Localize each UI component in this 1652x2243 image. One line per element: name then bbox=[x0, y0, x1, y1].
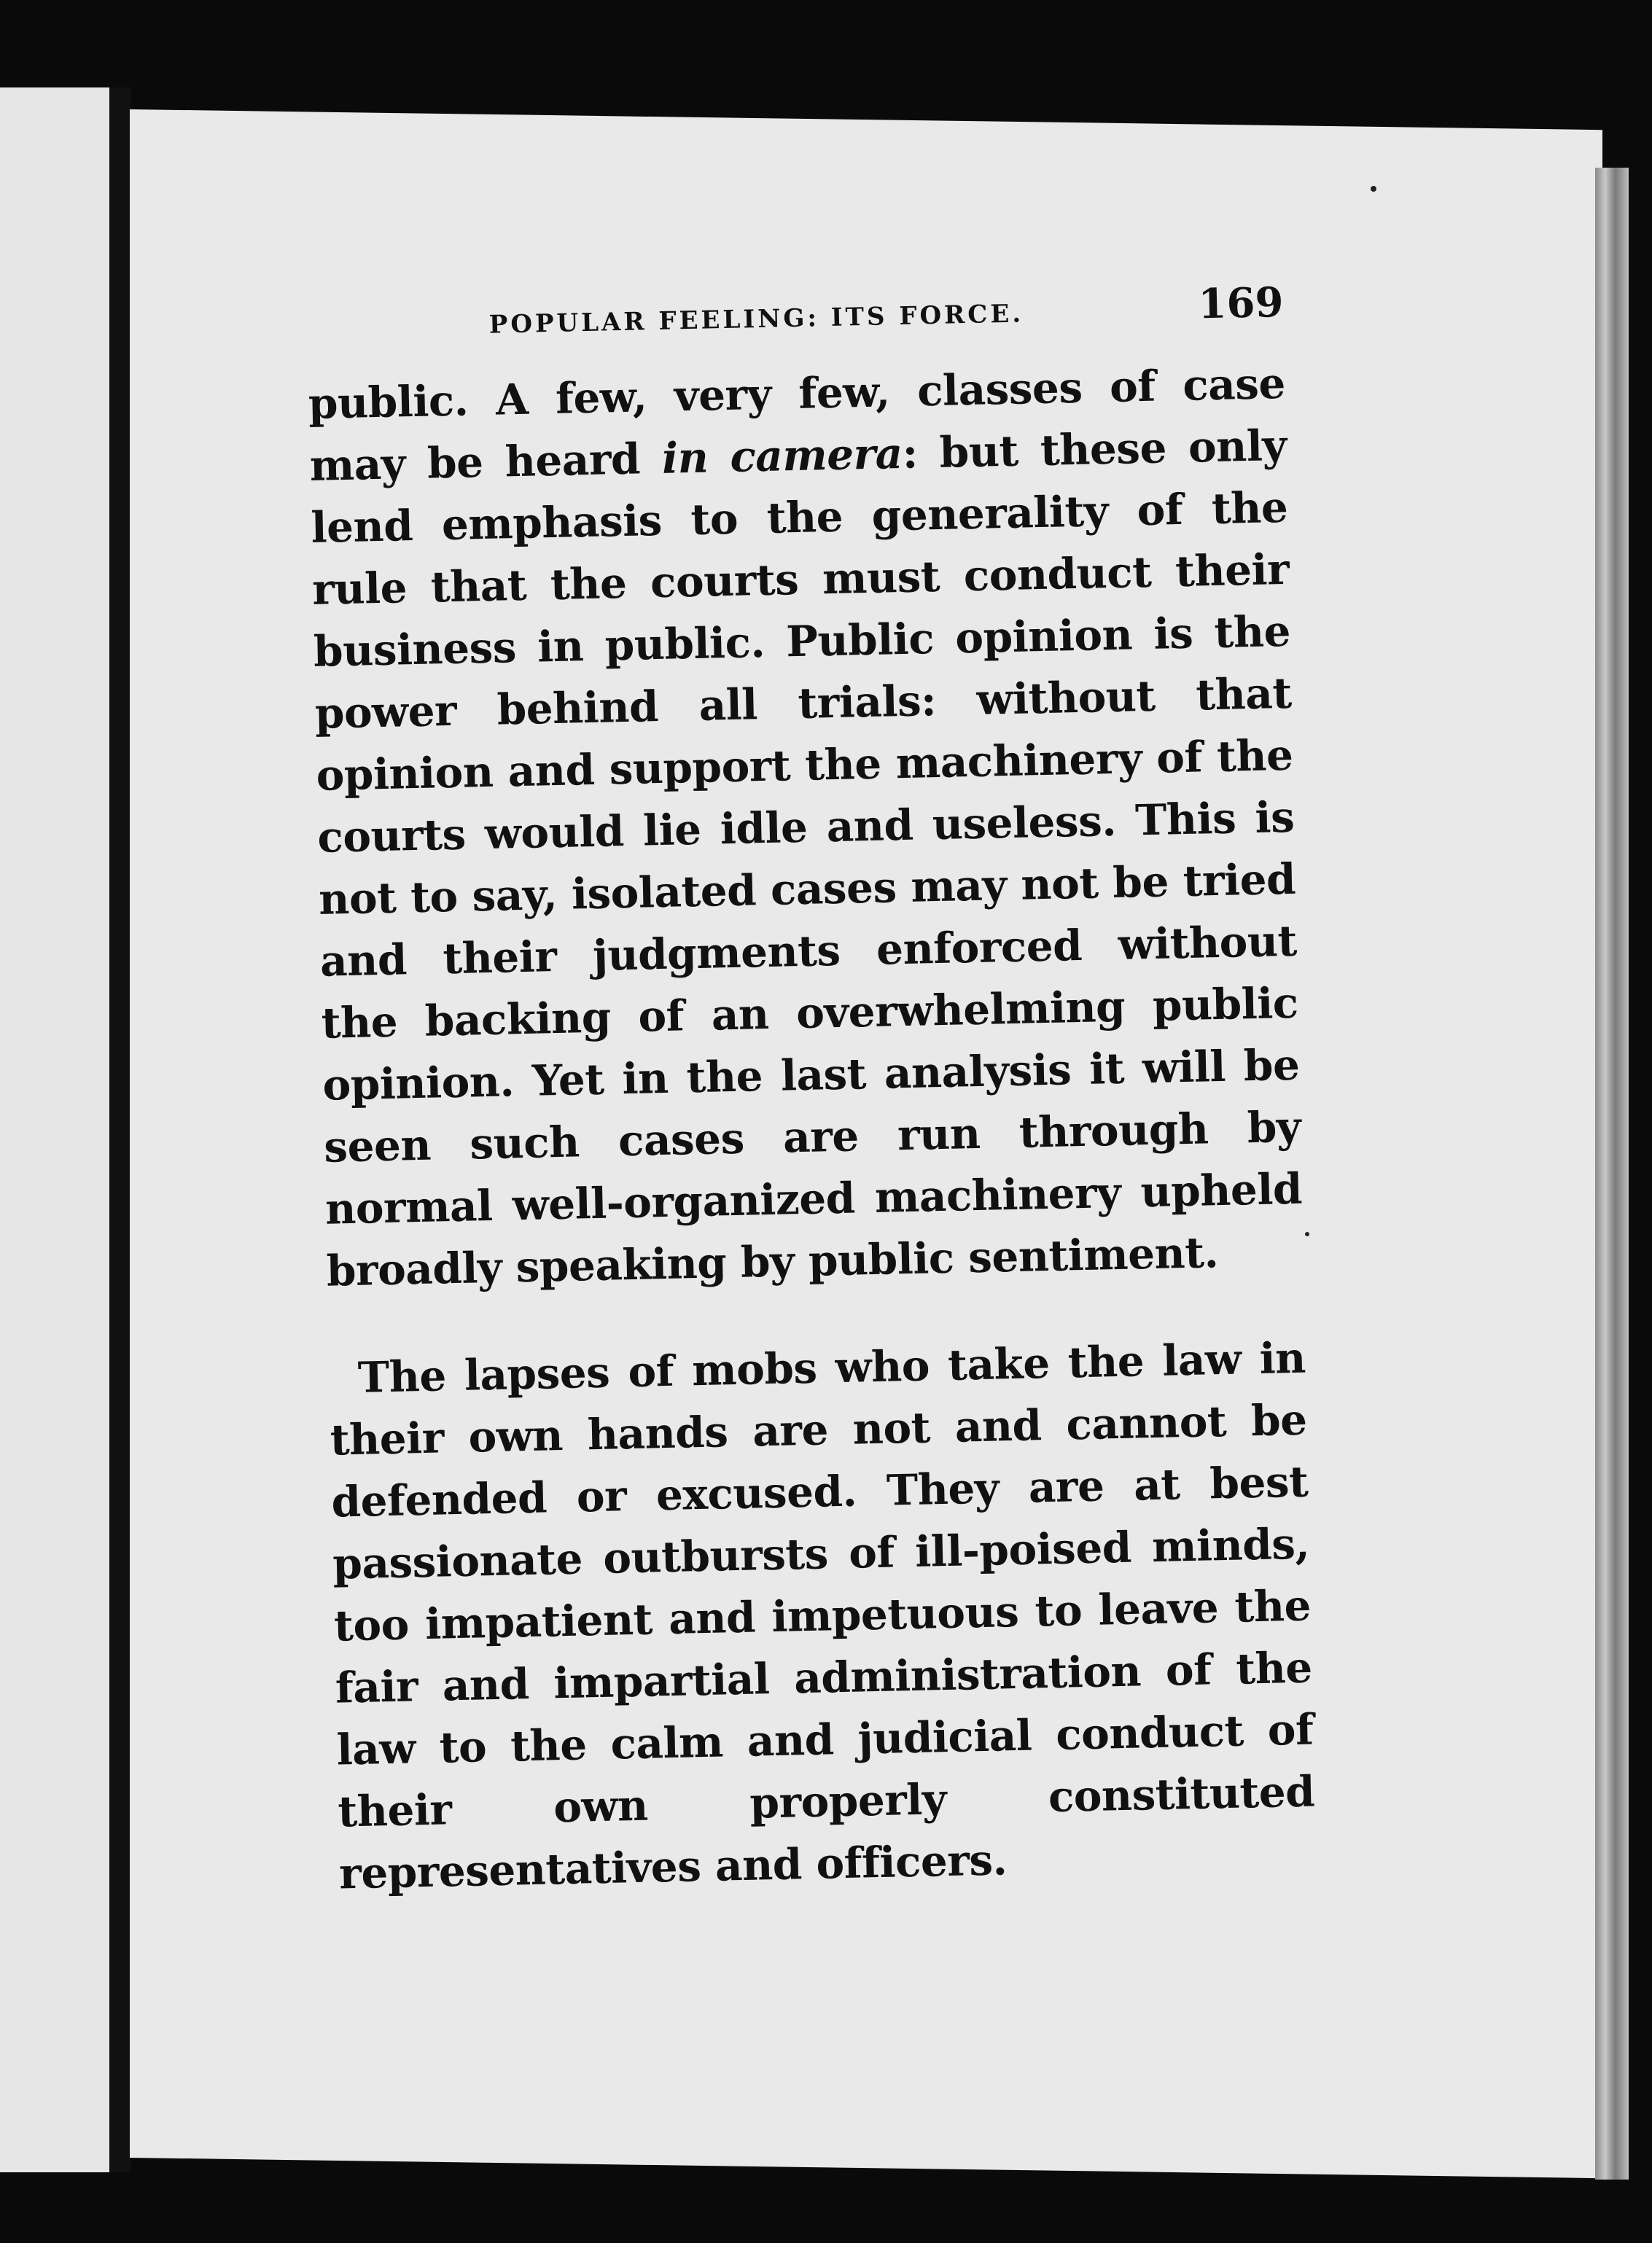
dust-speck bbox=[1371, 186, 1376, 192]
left-facing-page bbox=[0, 87, 112, 2172]
page-number: 169 bbox=[1197, 278, 1285, 329]
body-paragraph-2: The lapses of mobs who take the law in their own hands are not and cannot be defended or excused. They are at best passionate outbursts of ill-poised minds, too impatient and impetuous to leave the fair and impartial administration of the law to the calm and judicial conduct of their own properly constituted representatives and officers. bbox=[330, 1333, 1315, 1899]
italic-phrase: in camera bbox=[661, 428, 903, 483]
running-head: POPULAR FEELING: ITS FORCE. bbox=[488, 299, 1024, 340]
body-paragraph-1: public. A few, very few, classes of case may be heard in camera: but these only lend emphasis to the generality of the rule that the courts must conduct their business in public. Public opinion is the power behind all trials: without that opinion and support the machinery of the courts would lie idle and useless. This is not to say, isolated cases may not be tried and their judgments enforced without the backing of an overwhelming public opinion. Yet in the last analysis it will be seen such cases are run through by normal well-organized machinery upheld broadly speaking by public sentiment. bbox=[308, 358, 1303, 1296]
dust-speck bbox=[1305, 1232, 1309, 1236]
page-edge-stack bbox=[1595, 168, 1629, 2180]
book-gutter bbox=[109, 87, 131, 2172]
page-content bbox=[306, 278, 1317, 1905]
